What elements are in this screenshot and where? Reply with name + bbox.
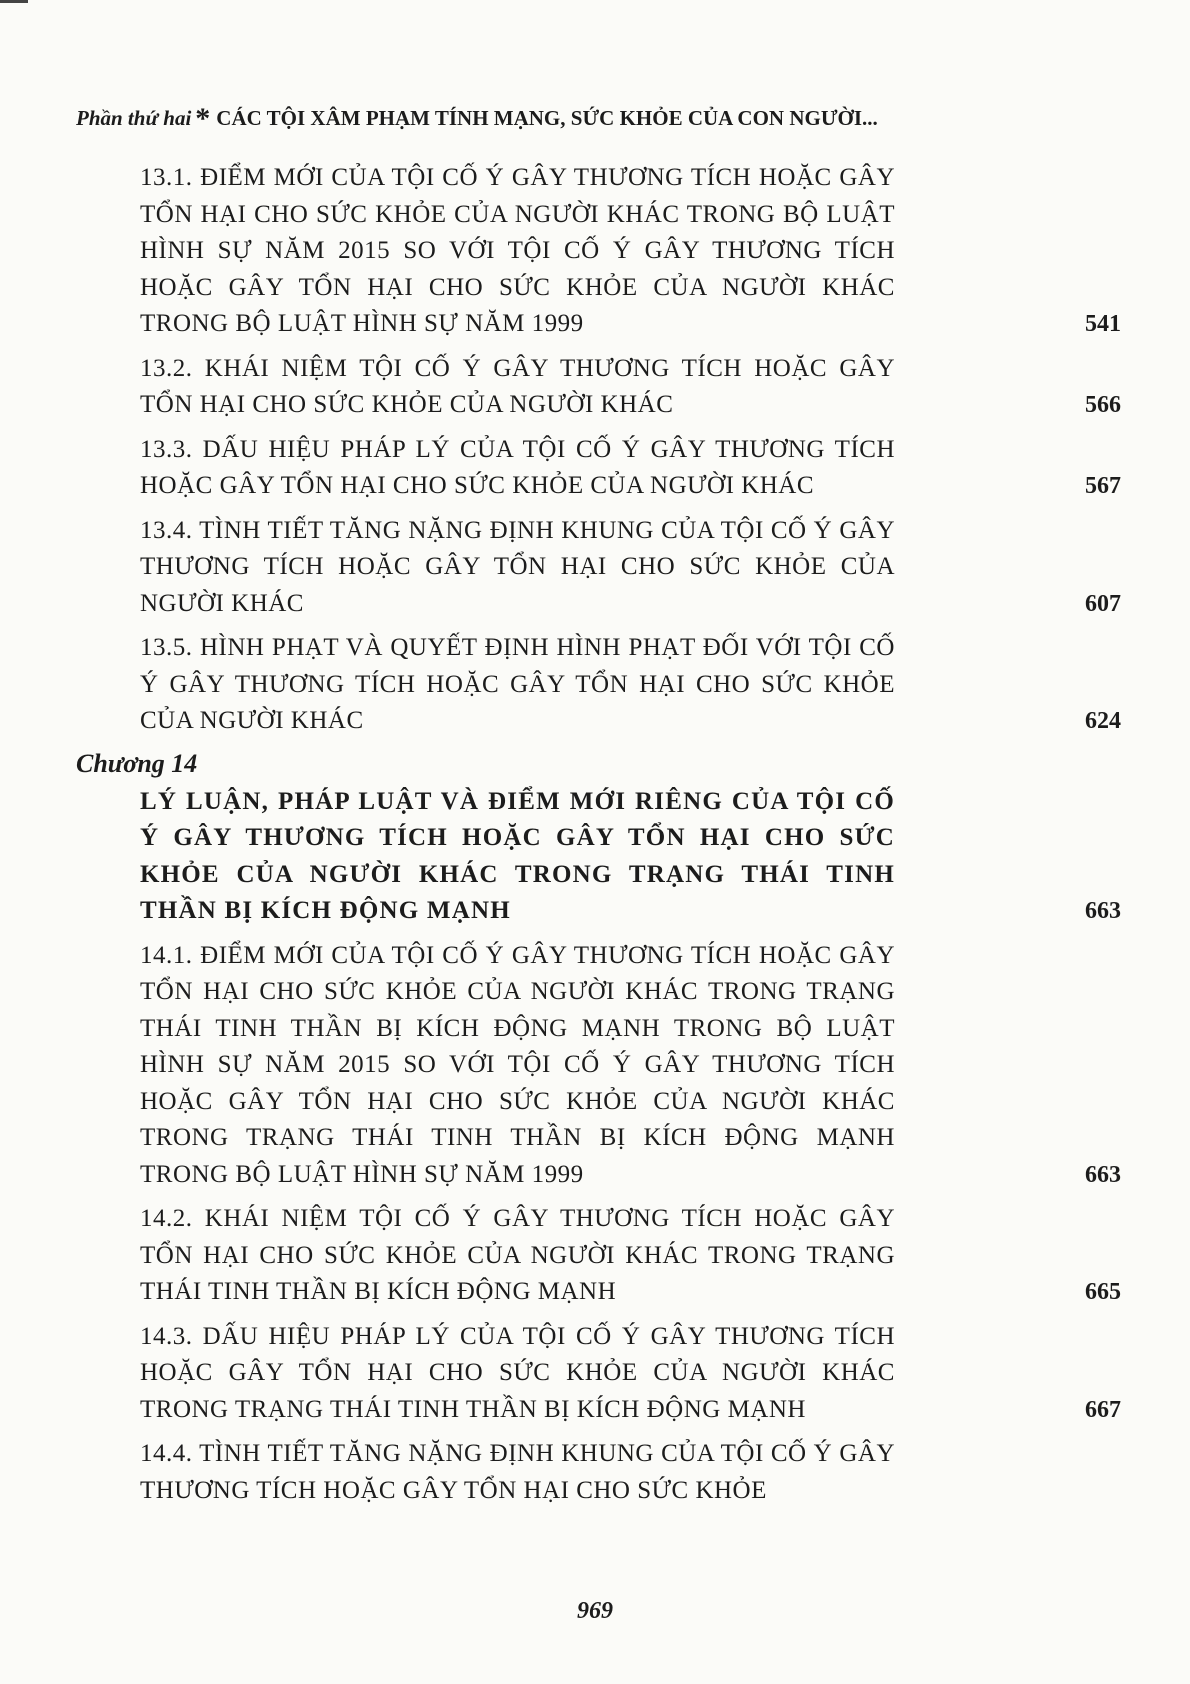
toc-entry-text: 13.1. ĐIỂM MỚI CỦA TỘI CỐ Ý GÂY THƯƠNG TÍCH HOẶC GÂY TỔN HẠI CHO SỨC KHỎE CỦA NGƯỜI KHÁC TRONG BỘ LUẬT HÌNH SỰ NĂM 2015 SO VỚI TỘI CỐ Ý GÂY THƯƠNG TÍCH HOẶC GÂY TỔN HẠI CHO SỨC KHỎE CỦA NGƯỜI KHÁC TRONG BỘ LUẬT HÌNH SỰ NĂM 1999 — [140, 164, 895, 337]
toc-entry-14-4 — [76, 1436, 1121, 1509]
toc-entry-text: 14.4. TÌNH TIẾT TĂNG NẶNG ĐỊNH KHUNG CỦA TỘI CỐ Ý GÂY THƯƠNG TÍCH HOẶC GÂY TỔN HẠI CHO SỨC KHỎE — [140, 1440, 895, 1504]
chapter-title-entry — [76, 784, 1121, 930]
toc-entry-text: 13.3. DẤU HIỆU PHÁP LÝ CỦA TỘI CỐ Ý GÂY THƯƠNG TÍCH HOẶC GÂY TỔN HẠI CHO SỨC KHỎE CỦA NGƯỜI KHÁC — [140, 435, 895, 499]
toc-entry-text: 13.2. KHÁI NIỆM TỘI CỐ Ý GÂY THƯƠNG TÍCH HOẶC GÂY TỔN HẠI CHO SỨC KHỎE CỦA NGƯỜI KHÁC — [140, 354, 895, 418]
toc-entry-page: 567 — [1085, 473, 1121, 499]
toc-entry-text: 14.1. ĐIỂM MỚI CỦA TỘI CỐ Ý GÂY THƯƠNG TÍCH HOẶC GÂY TỔN HẠI CHO SỨC KHỎE CỦA NGƯỜI KHÁC TRONG TRẠNG THÁI TINH THẦN BỊ KÍCH ĐỘNG MẠNH TRONG BỘ LUẬT HÌNH SỰ NĂM 2015 SO VỚI TỘI CỐ Ý GÂY THƯƠNG TÍCH HOẶC GÂY TỔN HẠI CHO SỨC KHỎE CỦA NGƯỜI KHÁC TRONG TRẠNG THÁI TINH THẦN BỊ KÍCH ĐỘNG MẠNH TRONG BỘ LUẬT HÌNH SỰ NĂM 1999 — [140, 941, 895, 1188]
chapter-title: LÝ LUẬN, PHÁP LUẬT VÀ ĐIỂM MỚI RIÊNG CỦA TỘI CỐ Ý GÂY THƯƠNG TÍCH HOẶC GÂY TỔN HẠI CHO SỨC KHỎE CỦA NGƯỜI KHÁC TRONG TRẠNG THÁI TINH THẦN BỊ KÍCH ĐỘNG MẠNH — [140, 787, 895, 924]
toc-entry-14-1 — [76, 938, 1121, 1194]
toc-entry-text: 13.5. HÌNH PHẠT VÀ QUYẾT ĐỊNH HÌNH PHẠT ĐỐI VỚI TỘI CỐ Ý GÂY THƯƠNG TÍCH HOẶC GÂY TỔN HẠI CHO SỨC KHỎE CỦA NGƯỜI KHÁC — [140, 634, 895, 734]
toc-entry-text: 14.3. DẤU HIỆU PHÁP LÝ CỦA TỘI CỐ Ý GÂY THƯƠNG TÍCH HOẶC GÂY TỔN HẠI CHO SỨC KHỎE CỦA NGƯỜI KHÁC TRONG TRẠNG THÁI TINH THẦN BỊ KÍCH ĐỘNG MẠNH — [140, 1322, 895, 1423]
toc-entry-page: 667 — [1085, 1396, 1121, 1423]
toc-entry-page: 663 — [1085, 1161, 1121, 1188]
toc-entry-13-3 — [76, 432, 1121, 505]
toc-entry-page: 665 — [1085, 1279, 1121, 1305]
toc-entry-text: 13.4. TÌNH TIẾT TĂNG NẶNG ĐỊNH KHUNG CỦA TỘI CỐ Ý GÂY THƯƠNG TÍCH HOẶC GÂY TỔN HẠI CHO SỨC KHỎE CỦA NGƯỜI KHÁC — [140, 516, 895, 617]
toc-entry-13-4 — [76, 513, 1121, 623]
toc-entry-13-5 — [76, 630, 1121, 740]
toc-entry-page: 624 — [1085, 708, 1121, 734]
toc-entry-page: 566 — [1085, 392, 1121, 418]
running-header — [76, 103, 878, 134]
header-title: CÁC TỘI XÂM PHẠM TÍNH MẠNG, SỨC KHỎE CỦA CON NGƯỜI... — [216, 106, 878, 130]
chapter-page: 663 — [1085, 898, 1121, 924]
table-of-contents — [76, 160, 1121, 1509]
header-part-label: Phần thứ hai — [76, 106, 192, 130]
toc-entry-page: 541 — [1085, 311, 1121, 337]
toc-entry-13-1 — [76, 160, 1121, 343]
toc-entry-14-3 — [76, 1319, 1121, 1429]
toc-entry-text: 14.2. KHÁI NIỆM TỘI CỐ Ý GÂY THƯƠNG TÍCH HOẶC GÂY TỔN HẠI CHO SỨC KHỎE CỦA NGƯỜI KHÁC TRONG TRẠNG THÁI TINH THẦN BỊ KÍCH ĐỘNG MẠNH — [140, 1205, 895, 1305]
page-number: 969 — [577, 1598, 613, 1624]
header-star: * — [195, 102, 211, 135]
scan-edge-mark — [0, 0, 28, 3]
toc-entry-14-2 — [76, 1201, 1121, 1311]
toc-entry-page: 607 — [1085, 590, 1121, 617]
chapter-label: Chương 14 — [76, 748, 198, 778]
toc-entry-13-2 — [76, 351, 1121, 424]
